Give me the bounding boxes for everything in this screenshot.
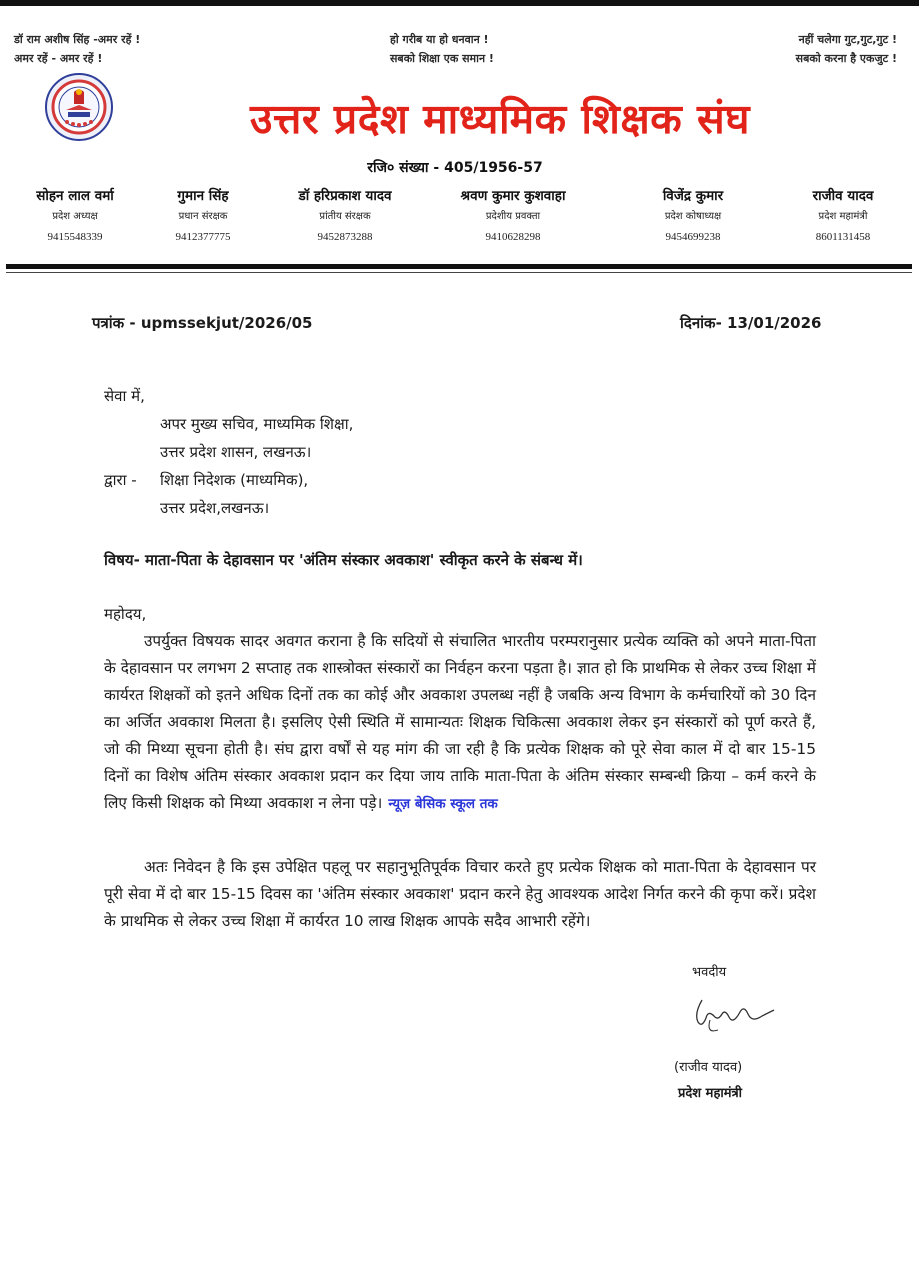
signatory-name: (राजीव यादव) — [674, 1060, 743, 1075]
signatory-title: प्रदेश महामंत्री — [678, 1086, 743, 1101]
address-line-3: उत्तर प्रदेश शासन, लखनऊ। — [160, 443, 312, 461]
slogan-left: डॉ राम अशीष सिंह -अमर रहें ! अमर रहें - अमर रहें ! — [14, 33, 141, 65]
header-divider-thin — [6, 272, 912, 273]
slogan-right: नहीं चलेगा गुट,गुट,गुट ! सबको करना है एकजुट ! — [795, 33, 897, 65]
via-label: द्वारा - — [104, 471, 137, 489]
officer-2: गुमान सिंह प्रधान संरक्षक 9412377775 — [175, 188, 231, 243]
letter-subject: विषय- माता-पिता के देहावसान पर 'अंतिम संस्कार अवकाश' स्वीकृत करने के संबन्ध में। — [104, 551, 583, 569]
address-line-1: सेवा में, — [104, 387, 145, 405]
news-watermark: न्यूज़ बेसिक स्कूल तक — [388, 796, 498, 812]
via-line-2: उत्तर प्रदेश,लखनऊ। — [160, 499, 270, 517]
salutation: महोदय, — [104, 605, 147, 623]
slogan-middle: हो गरीब या हो धनवान ! सबको शिक्षा एक समान ! — [390, 33, 494, 65]
reference-number: पत्रांक - upmssekjut/2026/05 — [92, 314, 313, 332]
officer-1: सोहन लाल वर्मा प्रदेश अध्यक्ष 9415548339 — [36, 188, 114, 243]
body-paragraph-1 — [104, 628, 816, 818]
registration-number: रजि० संख्या - 405/1956-57 — [367, 160, 543, 176]
body-paragraph-1-text: उपर्युक्त विषयक सादर अवगत कराना है कि सदियों से संचालित भारतीय परम्परानुसार प्रत्येक व्यक्ति को अपने माता-पिता के देहावसान पर लगभग 2 सप्ताह तक शास्त्रोक्त संस्कारों का निर्वहन करना पड़ता है। ज्ञात हो कि प्राथमिक से लेकर उच्च शिक्षा में कार्यरत शिक्षकों को इतने अधिक दिनों तक का कोई और अवकाश उपलब्ध नहीं है जबकि अन्य विभाग के कर्मचारियों को 30 दिन का अर्जित अवकाश मिलता है। इसलिए ऐसी स्थिति में सामान्यतः शिक्षक चिकित्सा अवकाश लेकर इन संस्कारों को पूर्ण करते हैं, जो की मिथ्या सूचना होती है। संघ द्वारा वर्षों से यह मांग की जा रही है कि प्रत्येक शिक्षक को पूरे सेवा काल में दो बार 15-15 दिनों का विशेष अंतिम संस्कार अवकाश प्रदान कर दिया जाय ताकि माता-पिता के अंतिम संस्कार सम्बन्धी क्रिया – कर्म करने के लिए किसी शिक्षक को मिथ्या अवकाश न लेना पड़े। — [104, 632, 816, 812]
officer-5: विजेंद्र कुमार प्रदेश कोषाध्यक्ष 9454699238 — [662, 188, 724, 243]
organization-title: उत्तर प्रदेश माध्यमिक शिक्षक संघ — [250, 95, 750, 143]
union-logo-icon — [44, 72, 114, 142]
officer-6: राजीव यादव प्रदेश महामंत्री 8601131458 — [812, 188, 874, 243]
via-line-1: शिक्षा निदेशक (माध्यमिक), — [160, 471, 309, 489]
address-line-2: अपर मुख्य सचिव, माध्यमिक शिक्षा, — [160, 415, 354, 433]
officer-4: श्रवण कुमार कुशवाहा प्रदेशीय प्रवक्ता 9410628298 — [460, 188, 566, 243]
body-paragraph-2: अतः निवेदन है कि इस उपेक्षित पहलू पर सहानुभूतिपूर्वक विचार करते हुए प्रत्येक शिक्षक को माता-पिता के देहावसान पर पूरी सेवा में दो बार 15-15 दिवस का 'अंतिम संस्कार अवकाश' प्रदान करने हेतु आवश्यक आदेश निर्गत करने की कृपा करें। प्रदेश के प्राथमिक से लेकर उच्च शिक्षा में कार्यरत 10 लाख शिक्षक आपके सदैव आभारी रहेंगे। — [104, 858, 816, 930]
letter-date: दिनांक- 13/01/2026 — [680, 314, 822, 332]
top-border — [0, 0, 919, 6]
officer-3: डॉ हरिप्रकाश यादव प्रांतीय संरक्षक 9452873288 — [298, 188, 392, 243]
handwritten-signature — [680, 990, 780, 1040]
closing: भवदीय — [692, 965, 727, 980]
header-divider — [6, 264, 912, 269]
